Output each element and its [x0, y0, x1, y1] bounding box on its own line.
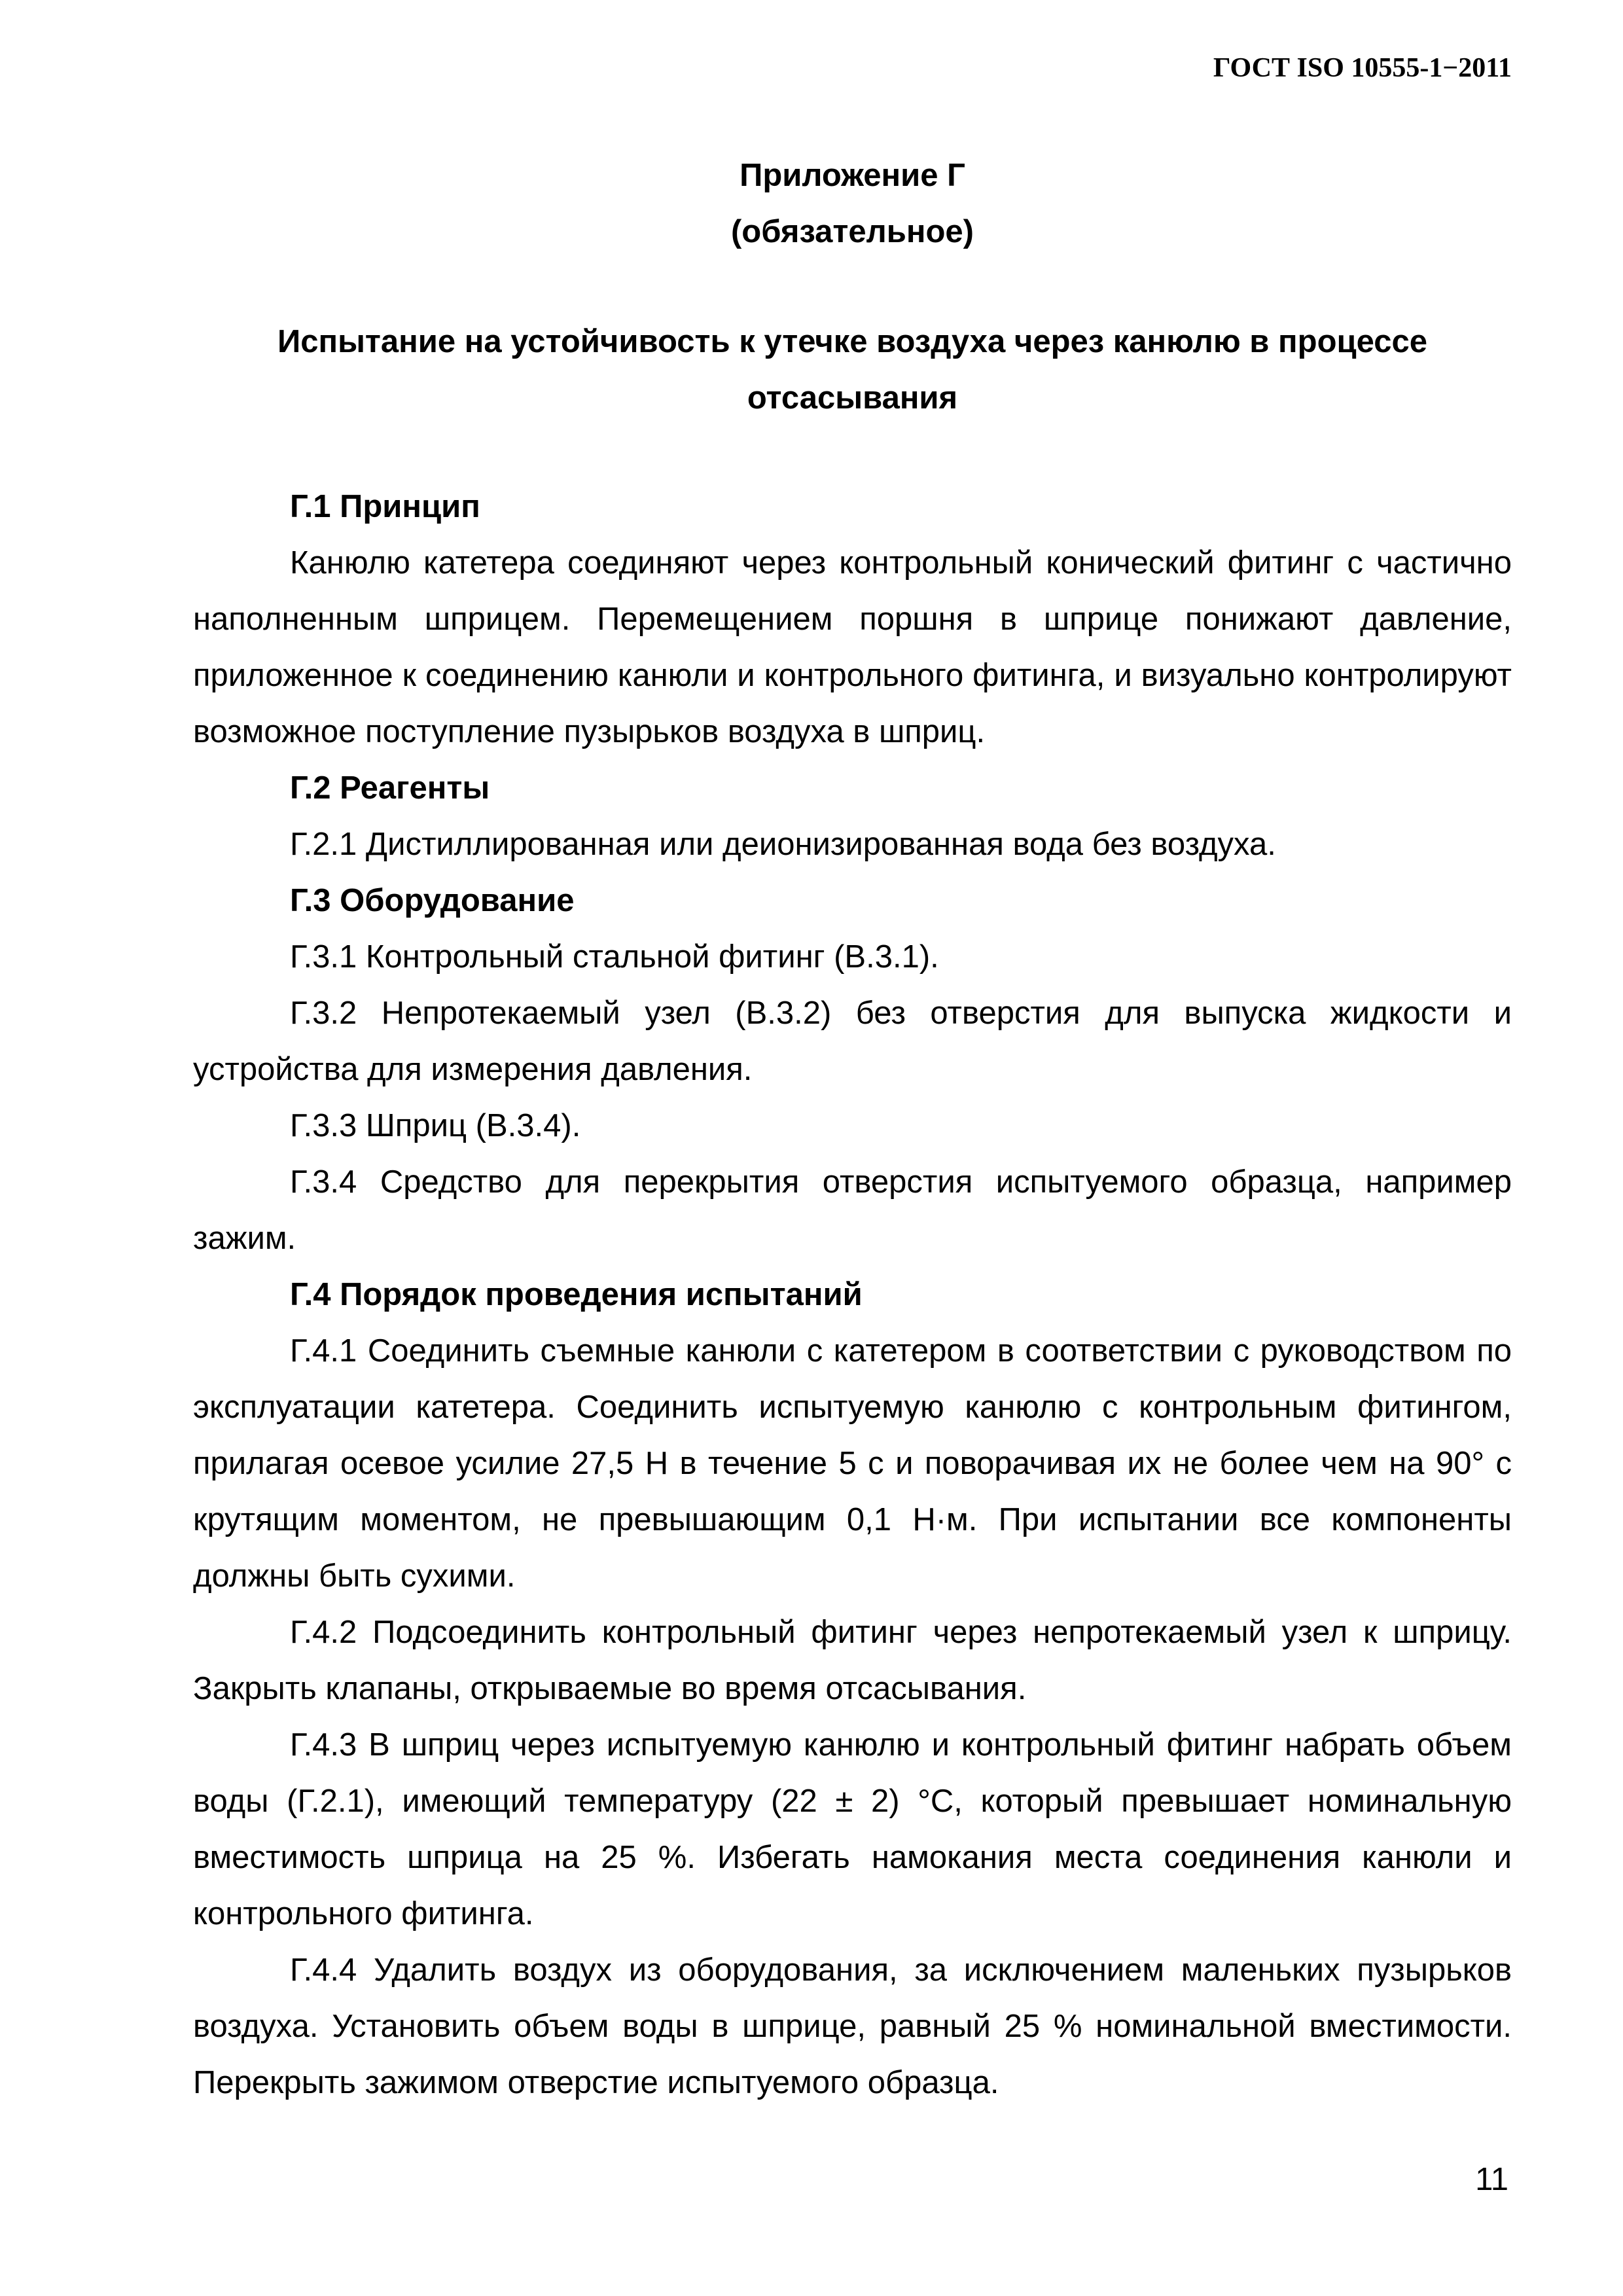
document-page [193, 147, 1512, 2111]
paragraph-g1: Канюлю катетера соединяют через контрольный конический фитинг с частично наполненным шприцем. Перемещением поршня в шприце понижают давление, приложенное к соединению канюли и контрольного фитинга, и визуально контролируют возможное поступление пузырьков воздуха в шприц. [193, 545, 1512, 749]
paragraph-g3-4: Г.3.4 Средство для перекрытия отверстия испытуемого образца, например зажим. [193, 1164, 1512, 1256]
page-number: 11 [1475, 2162, 1508, 2197]
paragraph-g4-2: Г.4.2 Подсоединить контрольный фитинг через непротекаемый узел к шприцу. Закрыть клапаны, открываемые во время отсасывания. [193, 1615, 1512, 1706]
paragraph-g3-2: Г.3.2 Непротекаемый узел (В.3.2) без отверстия для выпуска жидкости и устройства для измерения давления. [193, 996, 1512, 1087]
appendix-status: (обязательное) [730, 214, 974, 249]
paragraph-g4-1: Г.4.1 Соединить съемные канюли с катетером в соответствии с руководством по эксплуатации катетера. Соединить испытуемую канюлю с контрольным фитингом, прилагая осевое усилие 27,5 Н в течение 5 с и поворачивая их не более чем на 90° с крутящим моментом, не превышающим 0,1 Н·м. При испытании все компоненты должны быть сухими. [193, 1333, 1512, 1594]
appendix-main-title [193, 314, 1512, 426]
appendix-title: Приложение Г [740, 158, 965, 193]
section-heading-g1: Г.1 Принцип [290, 489, 480, 524]
section-heading-g3: Г.3 Оборудование [290, 883, 575, 918]
paragraph-g4-3: Г.4.3 В шприц через испытуемую канюлю и контрольный фитинг набрать объем воды (Г.2.1), имеющий температуру (22 ± 2) °С, который превышает номинальную вместимость шприца на 25 %. Избегать намокания места соединения канюли и контрольного фитинга. [193, 1727, 1512, 1931]
paragraph-g2-1: Г.2.1 Дистиллированная или деионизированная вода без воздуха. [290, 827, 1276, 862]
paragraph-g3-1: Г.3.1 Контрольный стальной фитинг (В.3.1). [290, 939, 939, 975]
standard-number-header: ГОСТ ISO 10555-1−2011 [1213, 53, 1512, 83]
main-title-line-1: Испытание на устойчивость к утечке воздуха через канюлю в процессе [277, 324, 1427, 359]
section-heading-g4: Г.4 Порядок проведения испытаний [290, 1277, 863, 1312]
paragraph-g3-3: Г.3.3 Шприц (В.3.4). [290, 1108, 581, 1143]
section-heading-g2: Г.2 Реагенты [290, 770, 490, 806]
main-title-line-2: отсасывания [747, 380, 958, 416]
paragraph-g4-4: Г.4.4 Удалить воздух из оборудования, за исключением маленьких пузырьков воздуха. Установить объем воды в шприце, равный 25 % номинальной вместимости. Перекрыть зажимом отверстие испытуемого образца. [193, 1952, 1512, 2100]
